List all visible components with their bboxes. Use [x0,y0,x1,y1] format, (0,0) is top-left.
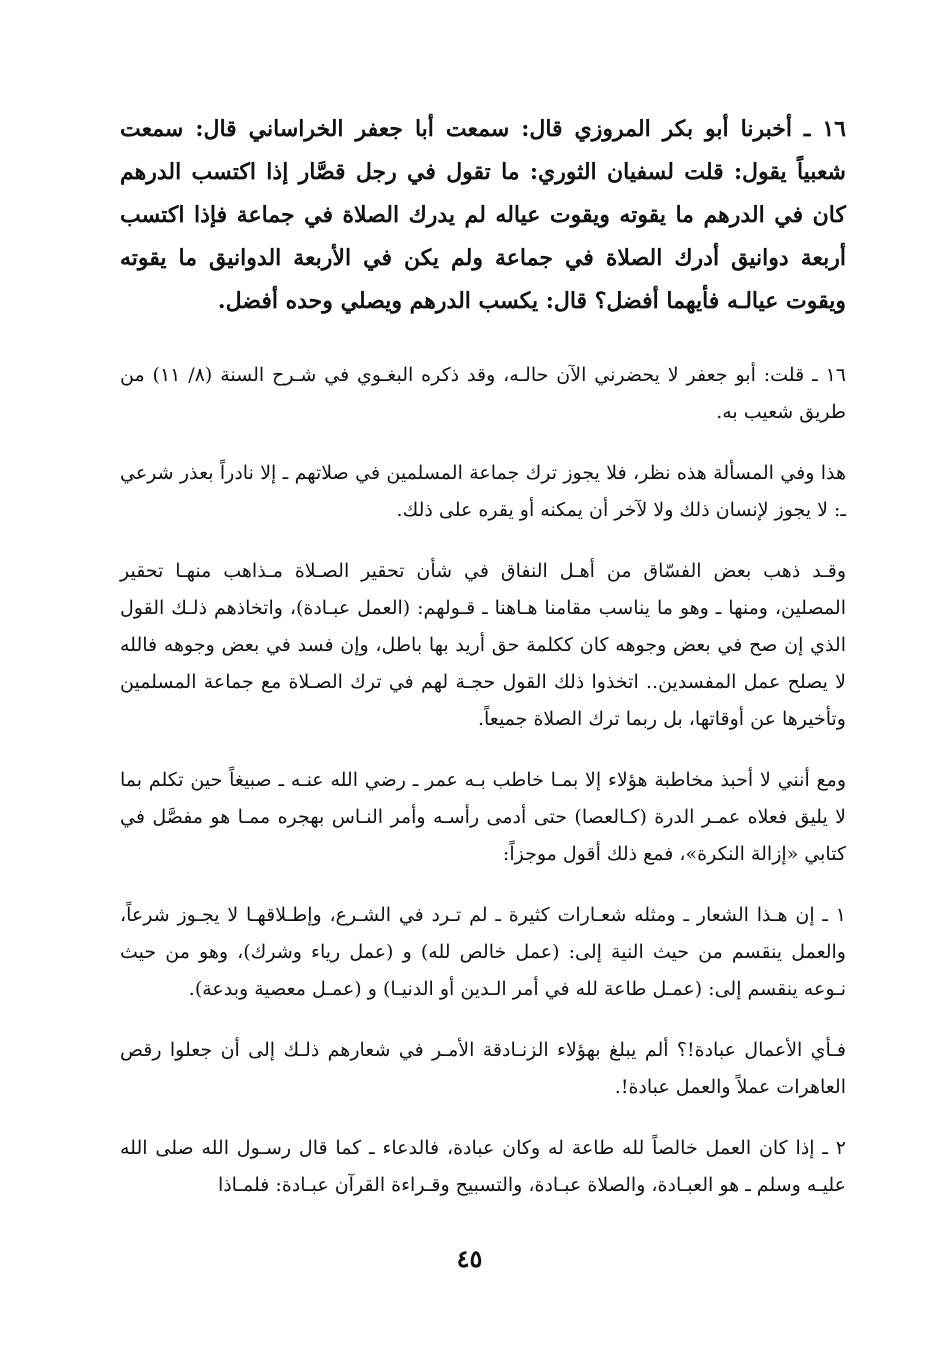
hadith-16-text: ١٦ ـ أخبرنا أبو بكر المروزي قال: سمعت أبا جعفر الخراساني قال: سمعت شعبياً يقول: قلت لسفيان الثوري: ما تقول في رجل قصَّار إذا اكتسب الدرهم كان في الدرهم ما يقوته ويقوت عياله لم يدرك الصلاة في جماعة فإذا اكتسب أربعة دوانيق أدرك الصلاة في جماعة ولم يكن في الأربعة الدوانيق ما يقوته ويقوت عيالـه فأيهما أفضل؟ قال: يكسب الدرهم ويصلي وحده أفضل. [120,116,846,314]
paragraph-6-point-2: ٢ ـ إذا كان العمل خالصاً لله طاعة له وكان عبادة، فالدعاء ـ كما قال رسـول الله صلى الله عليـه وسلم ـ هو العبـادة، والصلاة عبـادة، والتسبيح وقـراءة القرآن عبـادة: فلمـاذا [120,1137,846,1196]
paragraph-4-point-1: ١ ـ إن هـذا الشعار ـ ومثله شعـارات كثيرة ـ لم تـرد في الشـرع، وإطـلاقهـا لا يجـوز شرعاً، والعمل ينقسم من حيث النية إلى: (عمل خالص لله) و (عمل رياء وشرك)، وهو من حيث نـوعه ينقسم إلى: (عمـل طاعة لله في أمر الـدين أو الدنيـا) و (عمـل معصية وبدعة). [120,904,846,1000]
paragraph-5: فـأي الأعمال عبادة!؟ ألم يبلغ بهؤلاء الزنـادقة الأمـر في شعارهم ذلـك إلى أن جعلوا رقص العاهرات عملاً والعمل عبادة!. [120,1039,846,1098]
page-body [120,108,846,1288]
paragraph-3: ومع أنني لا أحبذ مخاطبة هؤلاء إلا بمـا خاطب بـه عمر ـ رضي الله عنـه ـ صبيغاً حين تكلم بما لا يليق فعلاه عمـر الدرة (كـالعصا) حتى أدمى رأسـه وأمر النـاس بهجره ممـا هو مفصَّل في كتابي «إزالة النكرة»، فمع ذلك أقول موجزاً: [120,769,846,865]
paragraph-1: هذا وفي المسألة هذه نظر، فلا يجوز ترك جماعة المسلمين في صلاتهم ـ إلا نادراً بعذر شرعي ـ: لا يجوز لإنسان ذلك ولا لآخر أن يمكنه أو يقره على ذلك. [120,462,846,521]
paragraph-2: وقـد ذهب بعض الفسّاق من أهـل النفاق في شأن تحقير الصـلاة مـذاهب منهـا تحقير المصلين، ومنها ـ وهو ما يناسب مقامنا هـاهنا ـ قـولهم: (العمل عبـادة)، واتخاذهم ذلـك القول الذي إن صح في بعض وجوهه كان ككلمة حق أريد بها باطل، وإن فسد في بعض وجوهه فالله لا يصلح عمل المفسدين.. اتخذوا ذلك القول حجـة لهم في ترك الصـلاة مع جماعة المسلمين وتأخيرها عن أوقاتها، بل ربما ترك الصلاة جميعاً. [120,560,846,730]
hadith-16-footnote: ١٦ ـ قلت: أبو جعفر لا يحضرني الآن حالـه، وقد ذكره البغـوي في شـرح السنة (٨/ ١١) من طريق شعيب به. [120,364,846,423]
page-number: ٤٥ [456,1244,483,1273]
